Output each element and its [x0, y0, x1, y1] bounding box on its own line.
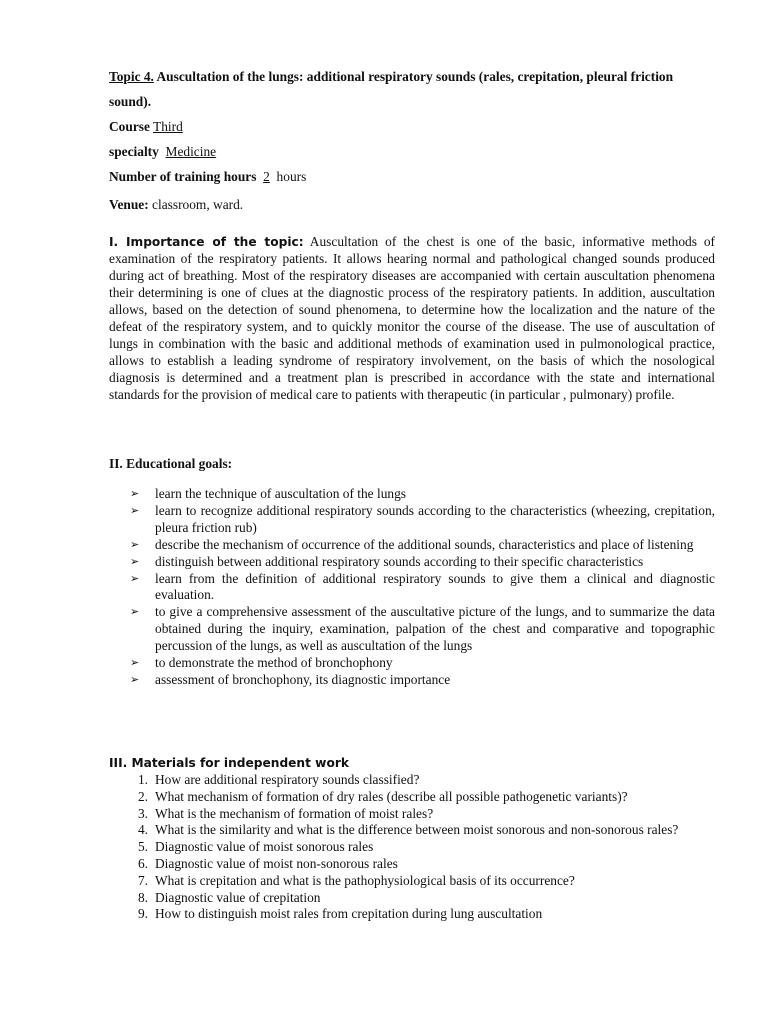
- goal-text: assessment of bronchophony, its diagnostic importance: [155, 671, 451, 687]
- question-text: What is crepitation and what is the pathophysiological basis of its occurrence?: [155, 872, 575, 888]
- topic-header: [109, 64, 715, 189]
- list-item: [130, 822, 715, 839]
- questions-list: [130, 772, 715, 923]
- goal-text: learn from the definition of additional respiratory sounds to give them a clinical and diagnostic evaluation.: [155, 570, 715, 603]
- question-number: 9.: [137, 906, 148, 922]
- topic-title: [109, 64, 715, 114]
- goal-text: learn the technique of auscultation of the lungs: [155, 486, 406, 501]
- materials-heading: III. Materials for independent work: [109, 756, 349, 770]
- list-item: [130, 571, 715, 605]
- question-text: What is the similarity and what is the difference between moist sonorous and non-sonorous rales?: [155, 822, 679, 838]
- list-item: [130, 486, 715, 503]
- question-text: What is the mechanism of formation of moist rales?: [155, 805, 434, 821]
- question-text: Diagnostic value of moist non-sonorous rales: [155, 855, 398, 871]
- course-label: Course: [109, 119, 150, 134]
- list-item: [130, 856, 715, 873]
- list-item: [130, 789, 715, 806]
- goal-text: describe the mechanism of occurrence of the additional sounds, characteristics and place of listening: [155, 536, 694, 552]
- list-item: [130, 604, 715, 655]
- question-number: 5.: [137, 839, 148, 855]
- question-number: 7.: [137, 872, 148, 888]
- list-item: [130, 554, 715, 571]
- question-number: 2.: [137, 788, 148, 804]
- goals-list: [130, 486, 715, 689]
- topic-label: Topic 4.: [109, 69, 154, 84]
- question-number: 8.: [137, 889, 148, 905]
- list-item: [130, 503, 715, 537]
- arrow-bullet-icon: ➢: [130, 571, 140, 585]
- list-item: [130, 772, 715, 789]
- list-item: [130, 890, 715, 907]
- list-item: [130, 839, 715, 856]
- course-line: [109, 114, 715, 139]
- venue-label: Venue:: [109, 197, 149, 212]
- course-value: Third: [153, 119, 183, 134]
- question-number: 1.: [137, 772, 148, 787]
- arrow-bullet-icon: ➢: [130, 605, 140, 619]
- arrow-bullet-icon: ➢: [130, 487, 140, 500]
- goals-heading: II. Educational goals:: [109, 456, 233, 471]
- list-item: [130, 672, 715, 689]
- question-text: How to distinguish moist rales from crepitation during lung auscultation: [155, 906, 543, 922]
- importance-text: Auscultation of the chest is one of the basic, informative methods of examination of the respiratory patients. It allows hearing normal and pathological changed sounds produced during act of breathing. Most of the respiratory diseases are accompanied with certain auscultation phenomena their determining is one of clues at the diagnostic process of the respiratory patients. In addition, auscultation allows, based on the detection of sound phenomena, to determine how the localization and the nature of the defeat of the respiratory system, and to quickly monitor the course of the disease. The use of auscultation of lungs in combination with the basic and additional methods of examination used in pulmonological practice, allows to establish a leading syndrome of respiratory involvement, on the basis of which the nosological diagnosis is determined and a treatment plan is prescribed in accordance with the state and international standards for the provision of medical care to patients with therapeutic (in particular , pulmonary) profile.: [109, 234, 715, 402]
- arrow-bullet-icon: ➢: [130, 672, 140, 686]
- arrow-bullet-icon: ➢: [130, 537, 140, 551]
- question-number: 4.: [137, 822, 148, 838]
- goal-text: distinguish between additional respiratory sounds according to their specific characteristics: [155, 553, 644, 569]
- list-item: [130, 655, 715, 672]
- arrow-bullet-icon: ➢: [130, 503, 140, 517]
- question-number: 3.: [137, 805, 148, 821]
- list-item: [130, 806, 715, 823]
- hours-line: [109, 164, 715, 189]
- specialty-value: Medicine: [165, 144, 217, 159]
- goal-text: learn to recognize additional respiratory sounds according to the characteristics (wheezing, crepitation, pleura friction rub): [155, 502, 715, 535]
- hours-value: 2: [263, 169, 270, 184]
- venue-value: classroom, ward.: [148, 197, 244, 212]
- topic-title-text: Auscultation of the lungs: additional respiratory sounds (rales, crepitation, pleural friction sound).: [109, 69, 674, 109]
- question-number: 6.: [137, 855, 148, 871]
- venue-line: [109, 197, 243, 213]
- goal-text: to demonstrate the method of bronchophony: [155, 655, 393, 671]
- importance-heading: I. Importance of the topic:: [109, 235, 304, 249]
- goal-text: to give a comprehensive assessment of the auscultative picture of the lungs, and to summarize the data obtained during the inquiry, examination, palpation of the chest and comparative and topographic percussion of the lungs, as well as auscultation of the lungs: [155, 604, 715, 654]
- importance-paragraph: [109, 234, 715, 404]
- arrow-bullet-icon: ➢: [130, 554, 140, 568]
- hours-unit: hours: [276, 169, 307, 184]
- specialty-label: specialty: [109, 144, 159, 159]
- list-item: [130, 873, 715, 890]
- question-text: How are additional respiratory sounds classified?: [155, 772, 420, 787]
- question-text: Diagnostic value of moist sonorous rales: [155, 839, 374, 855]
- hours-label: Number of training hours: [109, 169, 257, 184]
- specialty-line: [109, 139, 715, 164]
- list-item: [130, 906, 715, 923]
- arrow-bullet-icon: ➢: [130, 656, 140, 670]
- list-item: [130, 537, 715, 554]
- question-text: What mechanism of formation of dry rales (describe all possible pathogenetic variants)?: [155, 788, 628, 804]
- question-text: Diagnostic value of crepitation: [155, 889, 321, 905]
